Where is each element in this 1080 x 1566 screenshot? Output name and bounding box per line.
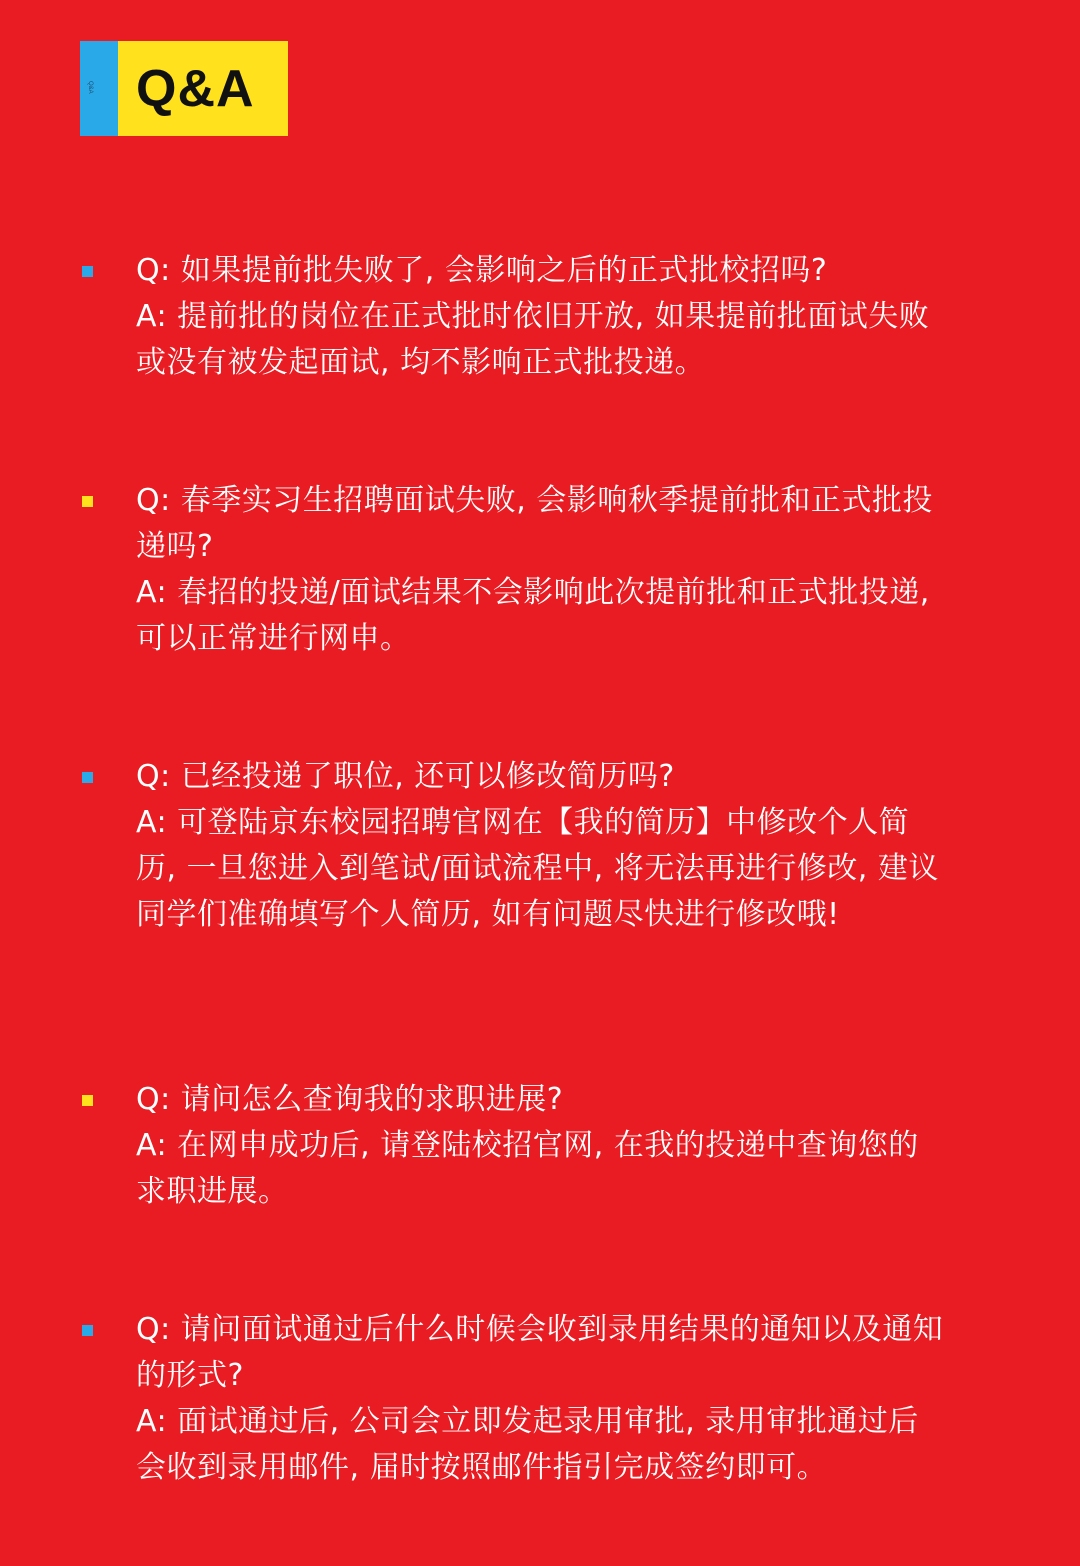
qa-item <box>80 1307 960 1491</box>
answer-text: A: 面试通过后, 公司会立即发起录用审批, 录用审批通过后会收到录用邮件, 届时按照邮件指引完成签约即可。 <box>136 1404 919 1485</box>
page-title: Q&A <box>136 60 255 118</box>
answer-text: A: 提前批的岗位在正式批时依旧开放, 如果提前批面试失败或没有被发起面试, 均不影响正式批投递。 <box>136 299 930 380</box>
qa-text <box>136 248 946 386</box>
qa-item <box>80 1077 960 1215</box>
question-text: Q: 请问怎么查询我的求职进展? <box>136 1082 564 1117</box>
qa-item <box>80 248 960 386</box>
qa-text <box>136 478 946 662</box>
answer-text: A: 春招的投递/面试结果不会影响此次提前批和正式批投递, 可以正常进行网申。 <box>136 575 930 656</box>
question-text: Q: 春季实习生招聘面试失败, 会影响秋季提前批和正式批投递吗? <box>136 483 933 564</box>
qa-item <box>80 478 960 662</box>
square-bullet-icon <box>82 266 93 277</box>
qa-text <box>136 1307 946 1491</box>
answer-text: A: 可登陆京东校园招聘官网在【我的简历】中修改个人简历, 一旦您进入到笔试/面试流程中, 将无法再进行修改, 建议同学们准确填写个人简历, 如有问题尽快进行修改哦! <box>136 805 939 932</box>
question-text: Q: 如果提前批失败了, 会影响之后的正式批校招吗? <box>136 253 828 288</box>
question-text: Q: 请问面试通过后什么时候会收到录用结果的通知以及通知的形式? <box>136 1312 944 1393</box>
qa-item <box>80 754 960 938</box>
badge-side-label: Q&A <box>87 81 93 94</box>
square-bullet-icon <box>82 772 93 783</box>
qa-text <box>136 1077 946 1215</box>
square-bullet-icon <box>82 1095 93 1106</box>
square-bullet-icon <box>82 1325 93 1336</box>
qa-text <box>136 754 946 938</box>
answer-text: A: 在网申成功后, 请登陆校招官网, 在我的投递中查询您的求职进展。 <box>136 1128 919 1209</box>
question-text: Q: 已经投递了职位, 还可以修改简历吗? <box>136 759 675 794</box>
square-bullet-icon <box>82 496 93 507</box>
